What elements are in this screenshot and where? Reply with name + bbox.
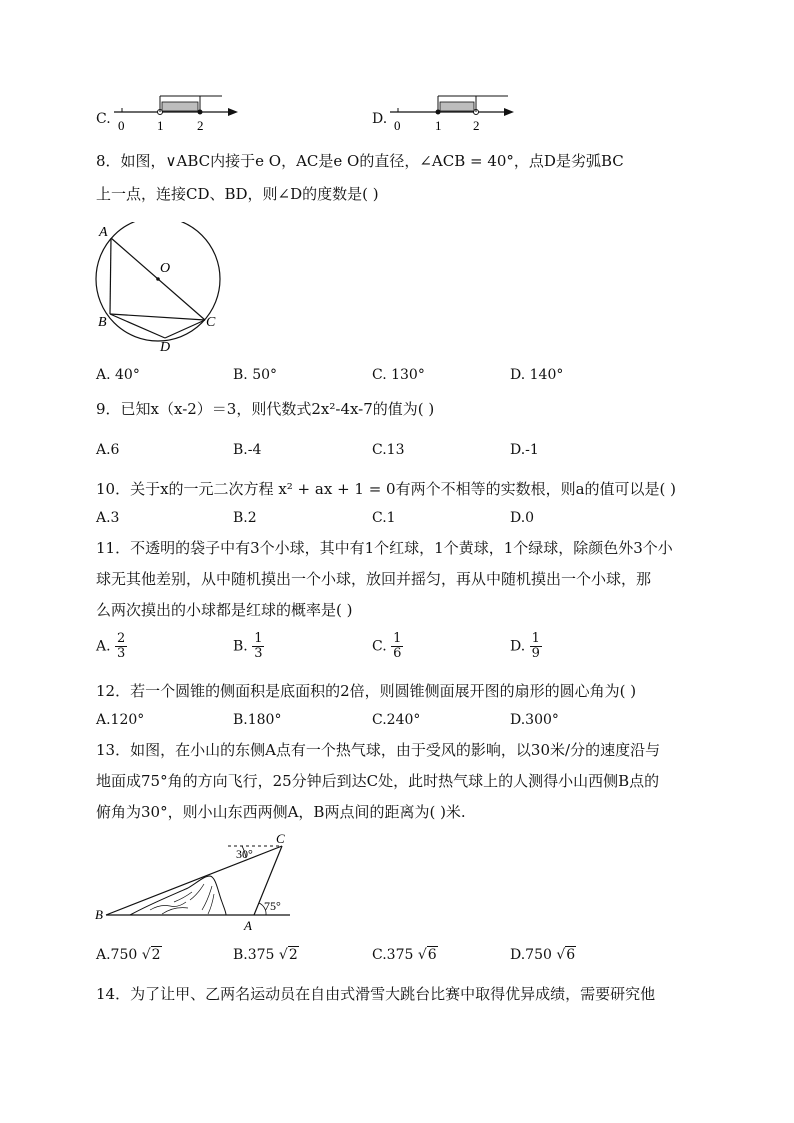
q10-option-c: C.1 [372, 510, 396, 526]
q8-option-c: C. 130° [372, 367, 425, 383]
q12-option-c: C.240° [372, 712, 421, 728]
q11-option-d: D. $\frac{1}{9}$ [510, 631, 540, 661]
q10-option-b: B.2 [233, 510, 257, 526]
fraction: $\frac{2}{3}$ [117, 631, 126, 661]
tick-2: 2 [473, 118, 480, 133]
q13-line2: 地面成75°角的方向飞行，25分钟后到达C处，此时热气球上的人测得小山西侧B点的 [96, 772, 660, 790]
q11-line1: 11．不透明的袋子中有3个小球，其中有1个红球，1个黄球，1个绿球，除颜色外3个小 [96, 539, 673, 557]
q10-option-d: D.0 [510, 510, 535, 526]
q13-line3: 俯角为30°，则小山东西两侧A，B两点间的距离为( )米. [96, 803, 466, 821]
tick-1: 1 [435, 118, 442, 133]
label-o: O [160, 261, 171, 276]
q12-option-b: B.180° [233, 712, 282, 728]
q10-option-a: A.3 [96, 510, 120, 526]
sqrt-icon: √ [141, 947, 151, 963]
tick-0: 0 [394, 118, 401, 133]
q13-option-b: B.375 √2 [233, 947, 298, 963]
arrow-icon [228, 108, 238, 116]
q12-option-a: A.120° [96, 712, 145, 728]
q8-option-a: A. 40° [96, 367, 140, 383]
q14-text: 14．为了让甲、乙两名运动员在自由式滑雪大跳台比赛中取得优异成绩，需要研究他 [96, 985, 656, 1003]
option-c-label: C. [96, 111, 111, 127]
q8-line1: 8．如图，∨ABC内接于e O，AC是e O的直径，∠ACB = 40°，点D是劣弧BC [96, 152, 624, 170]
angle-75-label: 75° [264, 899, 281, 913]
q12-option-d: D.300° [510, 712, 559, 728]
q11-option-a: A. $\frac{2}{3}$ [96, 631, 126, 661]
q11-option-c: C. $\frac{1}{6}$ [372, 631, 402, 661]
label-c: C [206, 315, 216, 330]
q8-circle-figure [90, 222, 240, 357]
q8-line2: 上一点，连接CD、BD，则∠D的度数是( ) [96, 185, 379, 203]
tick-1: 1 [157, 118, 164, 133]
label-b: B [98, 315, 107, 330]
label-b: B [95, 907, 103, 922]
q8-option-d: D. 140° [510, 367, 564, 383]
tick-0: 0 [118, 118, 125, 133]
q13-option-d: D.750 √6 [510, 947, 576, 963]
label-d: D [160, 340, 171, 355]
arrow-icon [504, 108, 514, 116]
q12-text: 12．若一个圆锥的侧面积是底面积的2倍，则圆锥侧面展开图的扇形的圆心角为( ) [96, 682, 637, 700]
sqrt-icon: √ [556, 947, 566, 963]
q13-option-a: A.750 √2 [96, 947, 161, 963]
option-d-label: D. [372, 111, 388, 127]
label-a: A [99, 225, 108, 240]
sqrt-icon: √ [278, 947, 288, 963]
q9-option-c: C.13 [372, 442, 405, 458]
q8-option-b: B. 50° [233, 367, 278, 383]
fraction: $\frac{1}{3}$ [254, 631, 263, 661]
q9-option-b: B.-4 [233, 442, 262, 458]
fraction: $\frac{1}{9}$ [531, 631, 540, 661]
label-a: A [244, 918, 252, 933]
q13-mountain-figure [90, 830, 300, 934]
q11-line3: 么两次摸出的小球都是红球的概率是( ) [96, 601, 353, 619]
tick-2: 2 [197, 118, 204, 133]
q10-text: 10．关于x的一元二次方程 x² + ax + 1 = 0有两个不相等的实数根，则a的值可以是( ) [96, 480, 677, 498]
q9-option-d: D.-1 [510, 442, 539, 458]
label-c: C [276, 831, 285, 846]
q9-option-a: A.6 [96, 442, 120, 458]
sqrt-icon: √ [417, 947, 427, 963]
q13-line1: 13．如图，在小山的东侧A点有一个热气球，由于受风的影响，以30米/分的速度沿与 [96, 741, 661, 759]
fraction: $\frac{1}{6}$ [393, 631, 402, 661]
q11-line2: 球无其他差别，从中随机摸出一个小球，放回并摇匀，再从中随机摸出一个小球，那 [96, 570, 652, 588]
number-line-c [112, 92, 242, 134]
q13-option-c: C.375 √6 [372, 947, 437, 963]
q11-option-b: B. $\frac{1}{3}$ [233, 631, 263, 661]
number-line-d [388, 92, 518, 134]
angle-30-label: 30° [236, 847, 253, 861]
q9-text: 9．已知x（x-2）＝3，则代数式2x²-4x-7的值为( ) [96, 400, 435, 418]
